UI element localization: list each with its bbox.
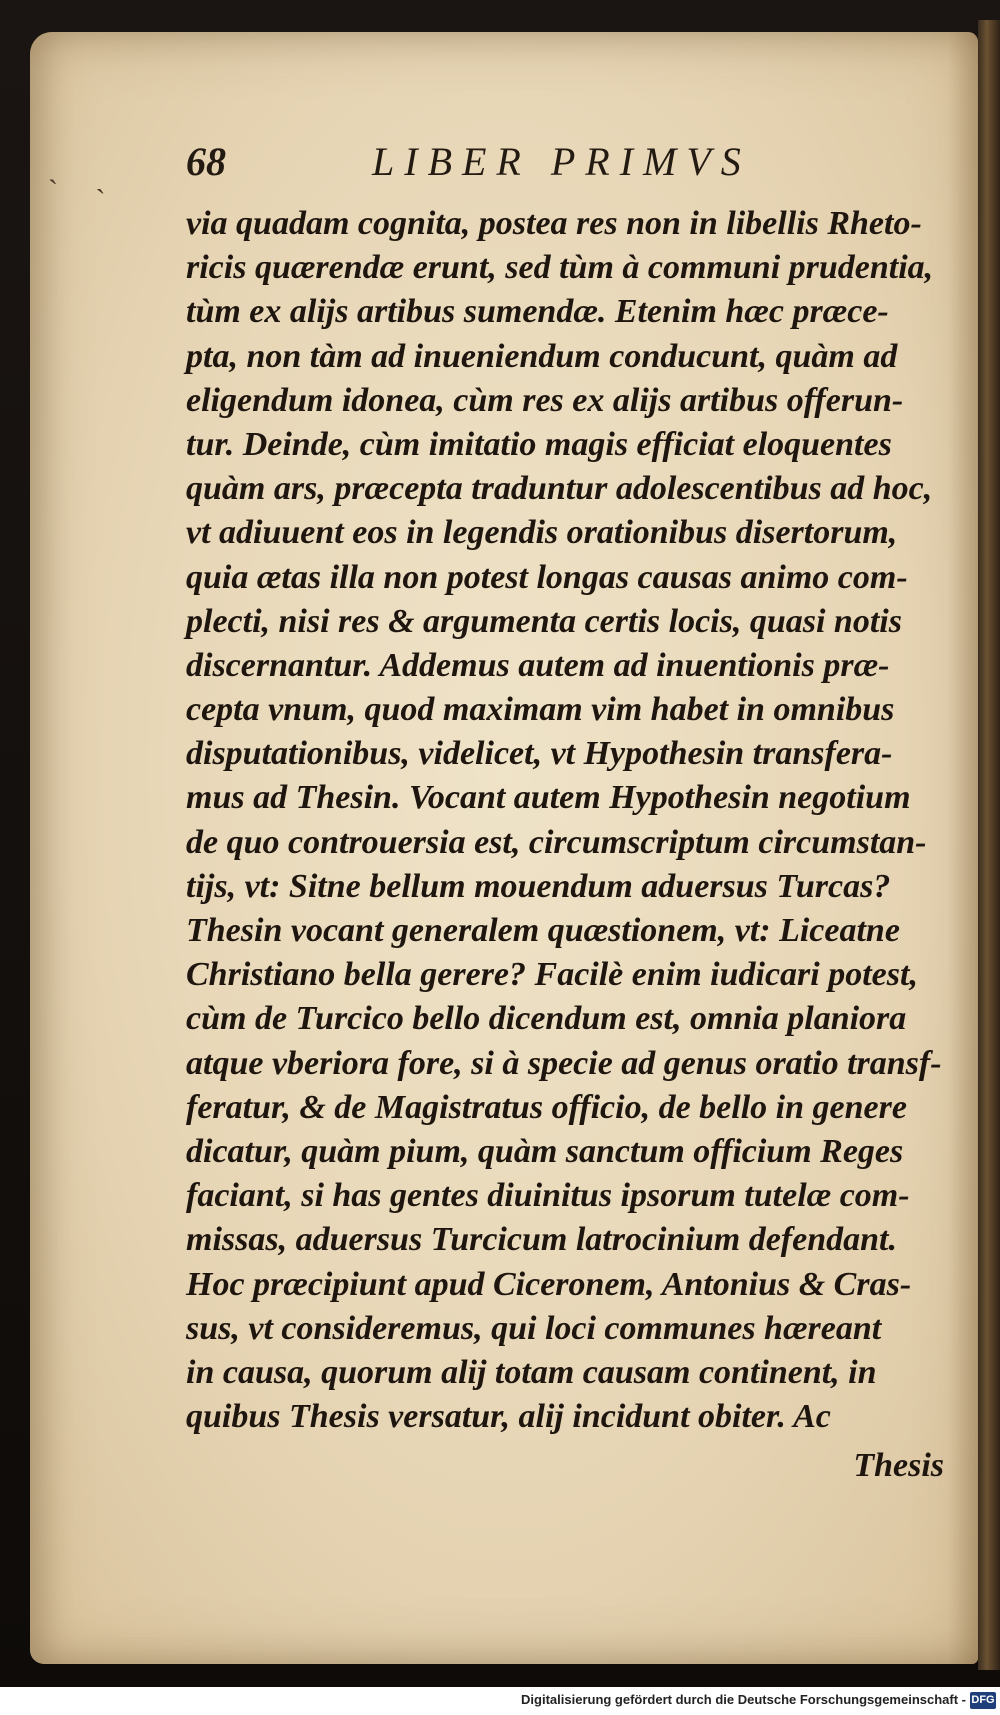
text-line: tur. Deinde, cùm imitatio magis efficiat eloquentes bbox=[186, 425, 892, 463]
text-line: discernantur. Addemus autem ad inuentionis præ- bbox=[186, 646, 890, 684]
text-line: sus, vt consideremus, qui loci communes hæreant bbox=[186, 1309, 882, 1347]
text-line: Hoc præcipiunt apud Ciceronem, Antonius & Cras- bbox=[186, 1265, 912, 1303]
text-line: mus ad Thesin. Vocant autem Hypothesin negotium bbox=[186, 779, 911, 817]
text-line: feratur, & de Magistratus officio, de bello in genere bbox=[186, 1088, 907, 1126]
book-cover-edge bbox=[978, 20, 1000, 1670]
text-line: plecti, nisi res & argumenta certis locis, quasi notis bbox=[186, 602, 902, 640]
text-line: eligendum idonea, cùm res ex alijs artibus offerun- bbox=[186, 381, 904, 419]
text-line: ricis quærendæ erunt, sed tùm à communi prudentia, bbox=[186, 249, 934, 287]
text-line: tijs, vt: Sitne bellum mouendum aduersus Turcas? bbox=[186, 867, 891, 905]
text-line: vt adiuuent eos in legendis orationibus disertorum, bbox=[186, 514, 898, 552]
text-line: disputationibus, videlicet, vt Hypothesin transfera- bbox=[186, 735, 893, 773]
funding-credit: Digitalisierung gefördert durch die Deutsche Forschungsgemeinschaft - bbox=[521, 1692, 966, 1707]
text-line: Thesin vocant generalem quæstionem, vt: Liceatne bbox=[186, 912, 900, 949]
text-line: quibus Thesis versatur, alij incidunt obiter. Ac bbox=[186, 1398, 831, 1436]
text-line: faciant, si has gentes diuinitus ipsorum tutelæ com- bbox=[186, 1177, 910, 1215]
text-line: atque vberiora fore, si à specie ad genus oratio transf- bbox=[186, 1044, 942, 1082]
margin-marks: ˴ ˎ bbox=[48, 160, 120, 195]
text-line: dicatur, quàm pium, quàm sanctum officium Reges bbox=[186, 1132, 904, 1170]
page-header bbox=[186, 138, 786, 188]
text-line: in causa, quorum alij totam causam continent, in bbox=[186, 1353, 877, 1391]
digitization-footer bbox=[0, 1687, 1000, 1715]
text-line: via quadam cognita, postea res non in libellis Rheto- bbox=[186, 205, 922, 242]
folio-number: 68 bbox=[186, 139, 226, 184]
dfg-logo-icon: DFG bbox=[970, 1692, 996, 1709]
text-line: quia ætas illa non potest longas causas animo com- bbox=[186, 558, 908, 596]
text-line: missas, aduersus Turcicum latrocinium defendant. bbox=[186, 1221, 897, 1259]
text-line: pta, non tàm ad inueniendum conducunt, quàm ad bbox=[186, 337, 898, 375]
running-title: LIBER PRIMVS bbox=[372, 139, 751, 184]
catchword: Thesis bbox=[853, 1447, 944, 1484]
text-line: quàm ars, præcepta traduntur adolescentibus ad hoc, bbox=[186, 470, 933, 508]
body-text bbox=[186, 202, 952, 1439]
text-line: cepta vnum, quod maximam vim habet in omnibus bbox=[186, 691, 895, 729]
text-line: cùm de Turcico bello dicendum est, omnia planiora bbox=[186, 1000, 907, 1038]
text-line: de quo controuersia est, circumscriptum circumstan- bbox=[186, 823, 927, 861]
text-line: Christiano bella gerere? Facilè enim iudicari potest, bbox=[186, 956, 918, 994]
text-line: tùm ex alijs artibus sumendæ. Etenim hæc præce- bbox=[186, 293, 889, 331]
